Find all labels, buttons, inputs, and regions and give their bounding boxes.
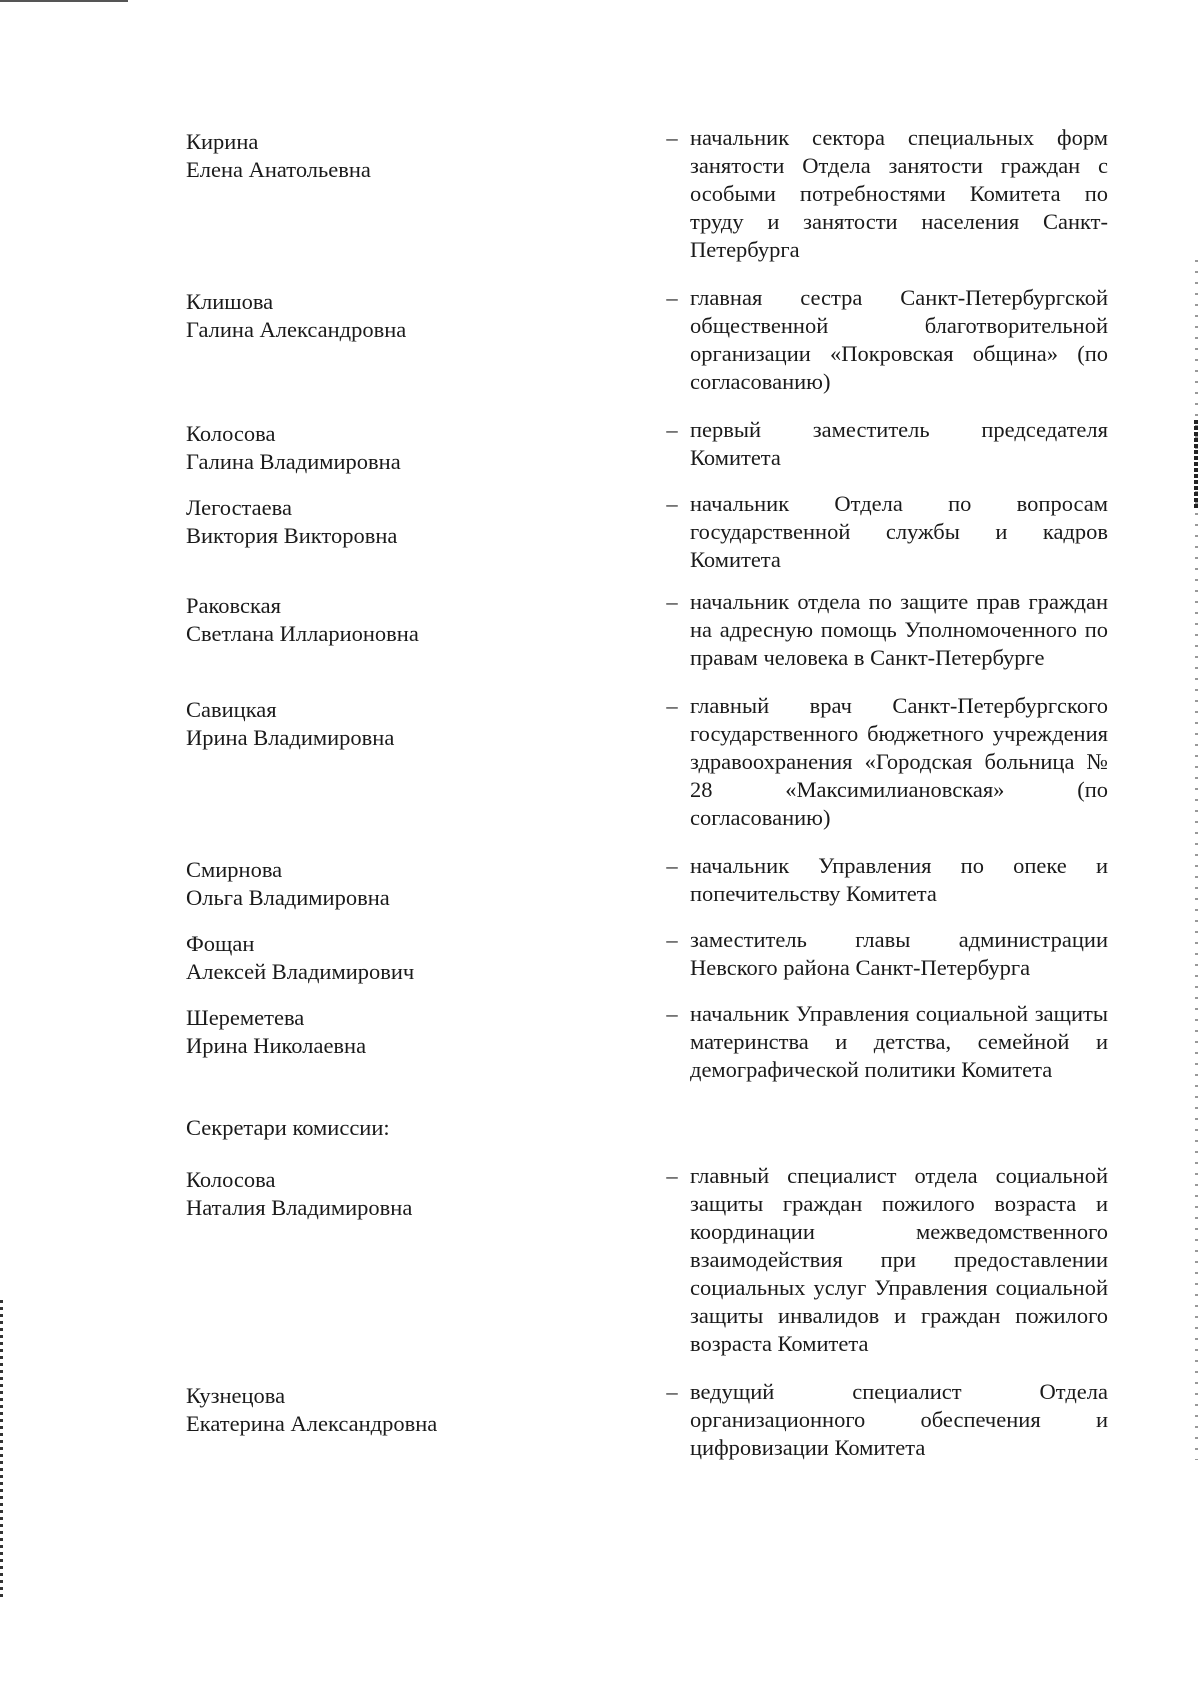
member-row bbox=[186, 1000, 1108, 1084]
secretary-surname: Кузнецова bbox=[186, 1383, 286, 1408]
member-row bbox=[186, 490, 1108, 574]
member-row bbox=[186, 124, 1108, 264]
member-position: первый заместитель председателя Комитета bbox=[690, 417, 1108, 470]
secretary-name bbox=[186, 1378, 486, 1438]
secretary-position: ведущий специалист Отдела организационного обеспечения и цифровизации Комитета bbox=[690, 1379, 1108, 1460]
member-surname: Савицкая bbox=[186, 697, 277, 722]
member-dash: – bbox=[666, 693, 678, 718]
member-given-names: Ирина Владимировна bbox=[186, 725, 395, 750]
member-name bbox=[186, 692, 486, 752]
member-given-names: Алексей Владимирович bbox=[186, 959, 415, 984]
member-name bbox=[186, 124, 486, 184]
member-surname: Шереметева bbox=[186, 1005, 305, 1030]
secretary-given-names: Екатерина Александровна bbox=[186, 1411, 438, 1436]
member-name bbox=[186, 926, 486, 986]
member-name bbox=[186, 852, 486, 912]
scan-artifact-top bbox=[0, 0, 128, 2]
secretary-position: главный специалист отдела социальной защиты граждан пожилого возраста и координации межведомственного взаимодействия при предоставлении социальных услуг Управления социальной защиты инвалидов и граждан пожилого возраста Комитета bbox=[690, 1163, 1108, 1356]
member-given-names: Галина Александровна bbox=[186, 317, 407, 342]
member-position: начальник отдела по защите прав граждан на адресную помощь Уполномоченного по правам человека в Санкт-Петербурге bbox=[690, 589, 1108, 670]
member-given-names: Ирина Николаевна bbox=[186, 1033, 367, 1058]
scan-artifact-left-edge bbox=[0, 1300, 3, 1600]
member-position: главный врач Санкт-Петербургского государственного бюджетного учреждения здравоохранения «Городская больница № 28 «Максимилиановская» (по согласованию) bbox=[690, 693, 1108, 830]
member-given-names: Виктория Викторовна bbox=[186, 523, 398, 548]
member-position: начальник сектора специальных форм занятости Отдела занятости граждан с особыми потребностями Комитета по труду и занятости населения Санкт-Петербурга bbox=[690, 125, 1108, 262]
member-name bbox=[186, 416, 486, 476]
member-position: главная сестра Санкт-Петербургской общественной благотворительной организации «Покровская община» (по согласованию) bbox=[690, 285, 1108, 394]
member-name bbox=[186, 284, 486, 344]
member-surname: Раковская bbox=[186, 593, 281, 618]
commission-roster bbox=[186, 124, 1108, 1462]
member-dash: – bbox=[666, 927, 678, 952]
secretary-row bbox=[186, 1162, 1108, 1358]
member-dash: – bbox=[666, 491, 678, 516]
secretary-row bbox=[186, 1378, 1108, 1462]
member-name bbox=[186, 588, 486, 648]
member-surname: Кирина bbox=[186, 129, 259, 154]
member-surname: Колосова bbox=[186, 421, 276, 446]
member-surname: Легостаева bbox=[186, 495, 292, 520]
member-row bbox=[186, 284, 1108, 396]
member-dash: – bbox=[666, 285, 678, 310]
member-given-names: Ольга Владимировна bbox=[186, 885, 390, 910]
member-dash: – bbox=[666, 589, 678, 614]
member-name bbox=[186, 490, 486, 550]
secretaries-heading: Секретари комиссии: bbox=[186, 1115, 390, 1140]
scan-artifact-right-edge-mark bbox=[1194, 420, 1198, 510]
member-dash: – bbox=[666, 125, 678, 150]
member-row bbox=[186, 588, 1108, 672]
member-row bbox=[186, 926, 1108, 986]
member-dash: – bbox=[666, 853, 678, 878]
member-position: начальник Управления социальной защиты материнства и детства, семейной и демографической политики Комитета bbox=[690, 1001, 1108, 1082]
member-row bbox=[186, 692, 1108, 832]
member-given-names: Светлана Илларионовна bbox=[186, 621, 419, 646]
member-surname: Клишова bbox=[186, 289, 274, 314]
member-position: заместитель главы администрации Невского района Санкт-Петербурга bbox=[690, 927, 1108, 980]
secretary-given-names: Наталия Владимировна bbox=[186, 1195, 413, 1220]
member-position: начальник Отдела по вопросам государственной службы и кадров Комитета bbox=[690, 491, 1108, 572]
member-given-names: Галина Владимировна bbox=[186, 449, 401, 474]
member-given-names: Елена Анатольевна bbox=[186, 157, 371, 182]
member-position: начальник Управления по опеке и попечительству Комитета bbox=[690, 853, 1108, 906]
member-dash: – bbox=[666, 1001, 678, 1026]
member-dash: – bbox=[666, 417, 678, 442]
member-row bbox=[186, 416, 1108, 476]
secretary-dash: – bbox=[666, 1163, 678, 1188]
secretary-name bbox=[186, 1162, 486, 1222]
secretary-dash: – bbox=[666, 1379, 678, 1404]
member-row bbox=[186, 852, 1108, 912]
member-name bbox=[186, 1000, 486, 1060]
member-surname: Смирнова bbox=[186, 857, 283, 882]
member-surname: Фощан bbox=[186, 931, 255, 956]
secretary-surname: Колосова bbox=[186, 1167, 276, 1192]
